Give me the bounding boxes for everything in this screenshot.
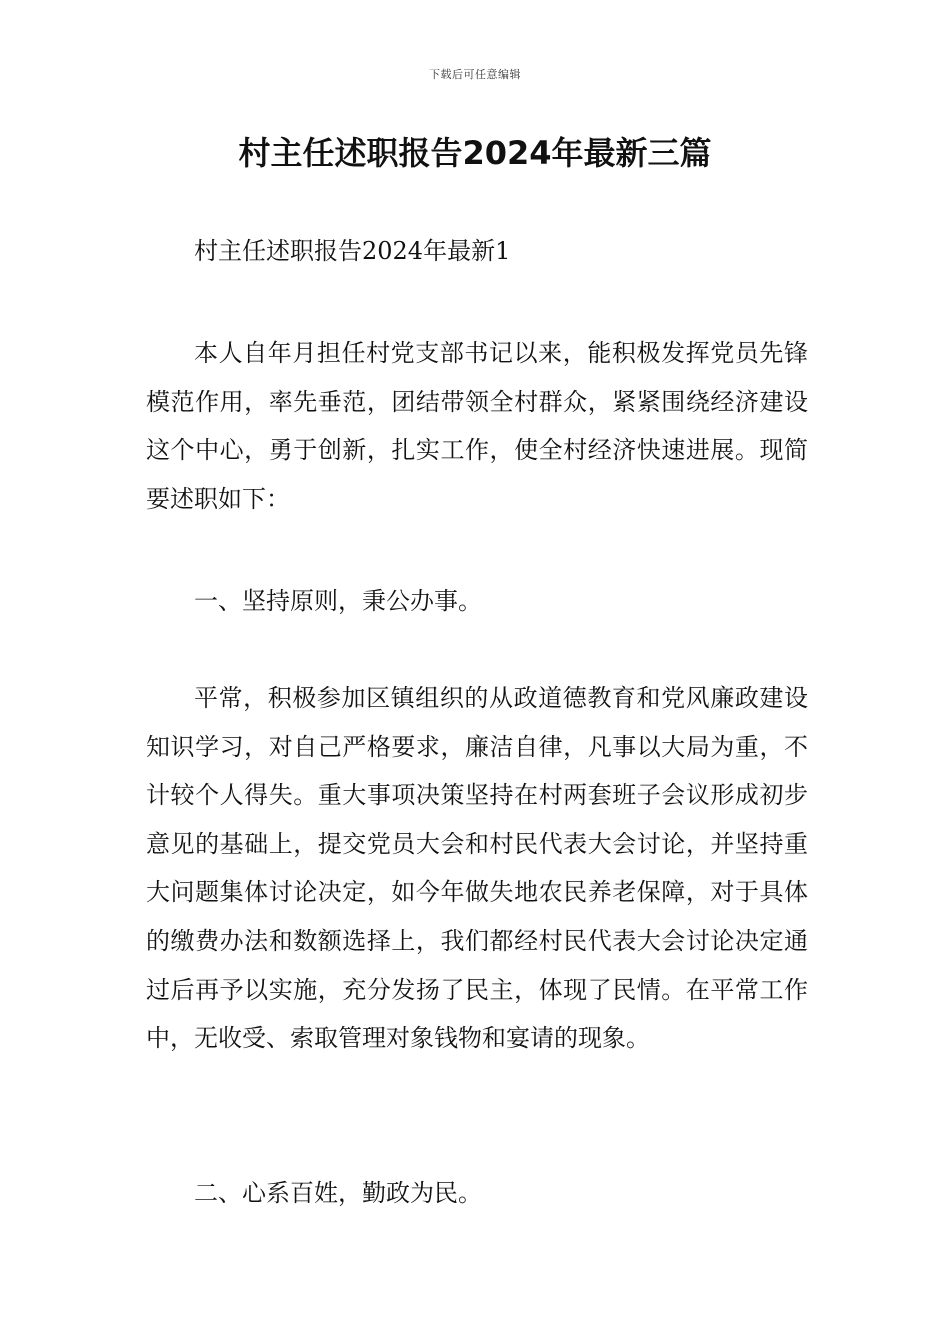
intro-paragraph: 本人自年月担任村党支部书记以来，能积极发挥党员先锋模范作用，率先垂范，团结带领全村群众，紧紧围绕经济建设这个中心，勇于创新，扎实工作，使全村经济快速进展。现简要述职如下： [146,339,808,513]
section-heading-1: 一、坚持原则，秉公办事。 [194,587,482,615]
section-paragraph-1: 平常，积极参加区镇组织的从政道德教育和党风廉政建设知识学习，对自己严格要求，廉洁自律，凡事以大局为重，不计较个人得失。重大事项决策坚持在村两套班子会议形成初步意见的基础上，提交党员大会和村民代表大会讨论，并坚持重大问题集体讨论决定，如今年做失地农民养老保障，对于具体的缴费办法和数额选择上，我们都经村民代表大会讨论决定通过后再予以实施，充分发扬了民主，体现了民情。在平常工作中，无收受、索取管理对象钱物和宴请的现象。 [146,684,808,1053]
section-heading-2: 二、心系百姓，勤政为民。 [194,1179,482,1207]
header-note: 下载后可任意编辑 [429,68,521,81]
report-subtitle: 村主任述职报告2024年最新1 [194,237,511,265]
document-title: 村主任述职报告2024年最新三篇 [238,134,712,172]
